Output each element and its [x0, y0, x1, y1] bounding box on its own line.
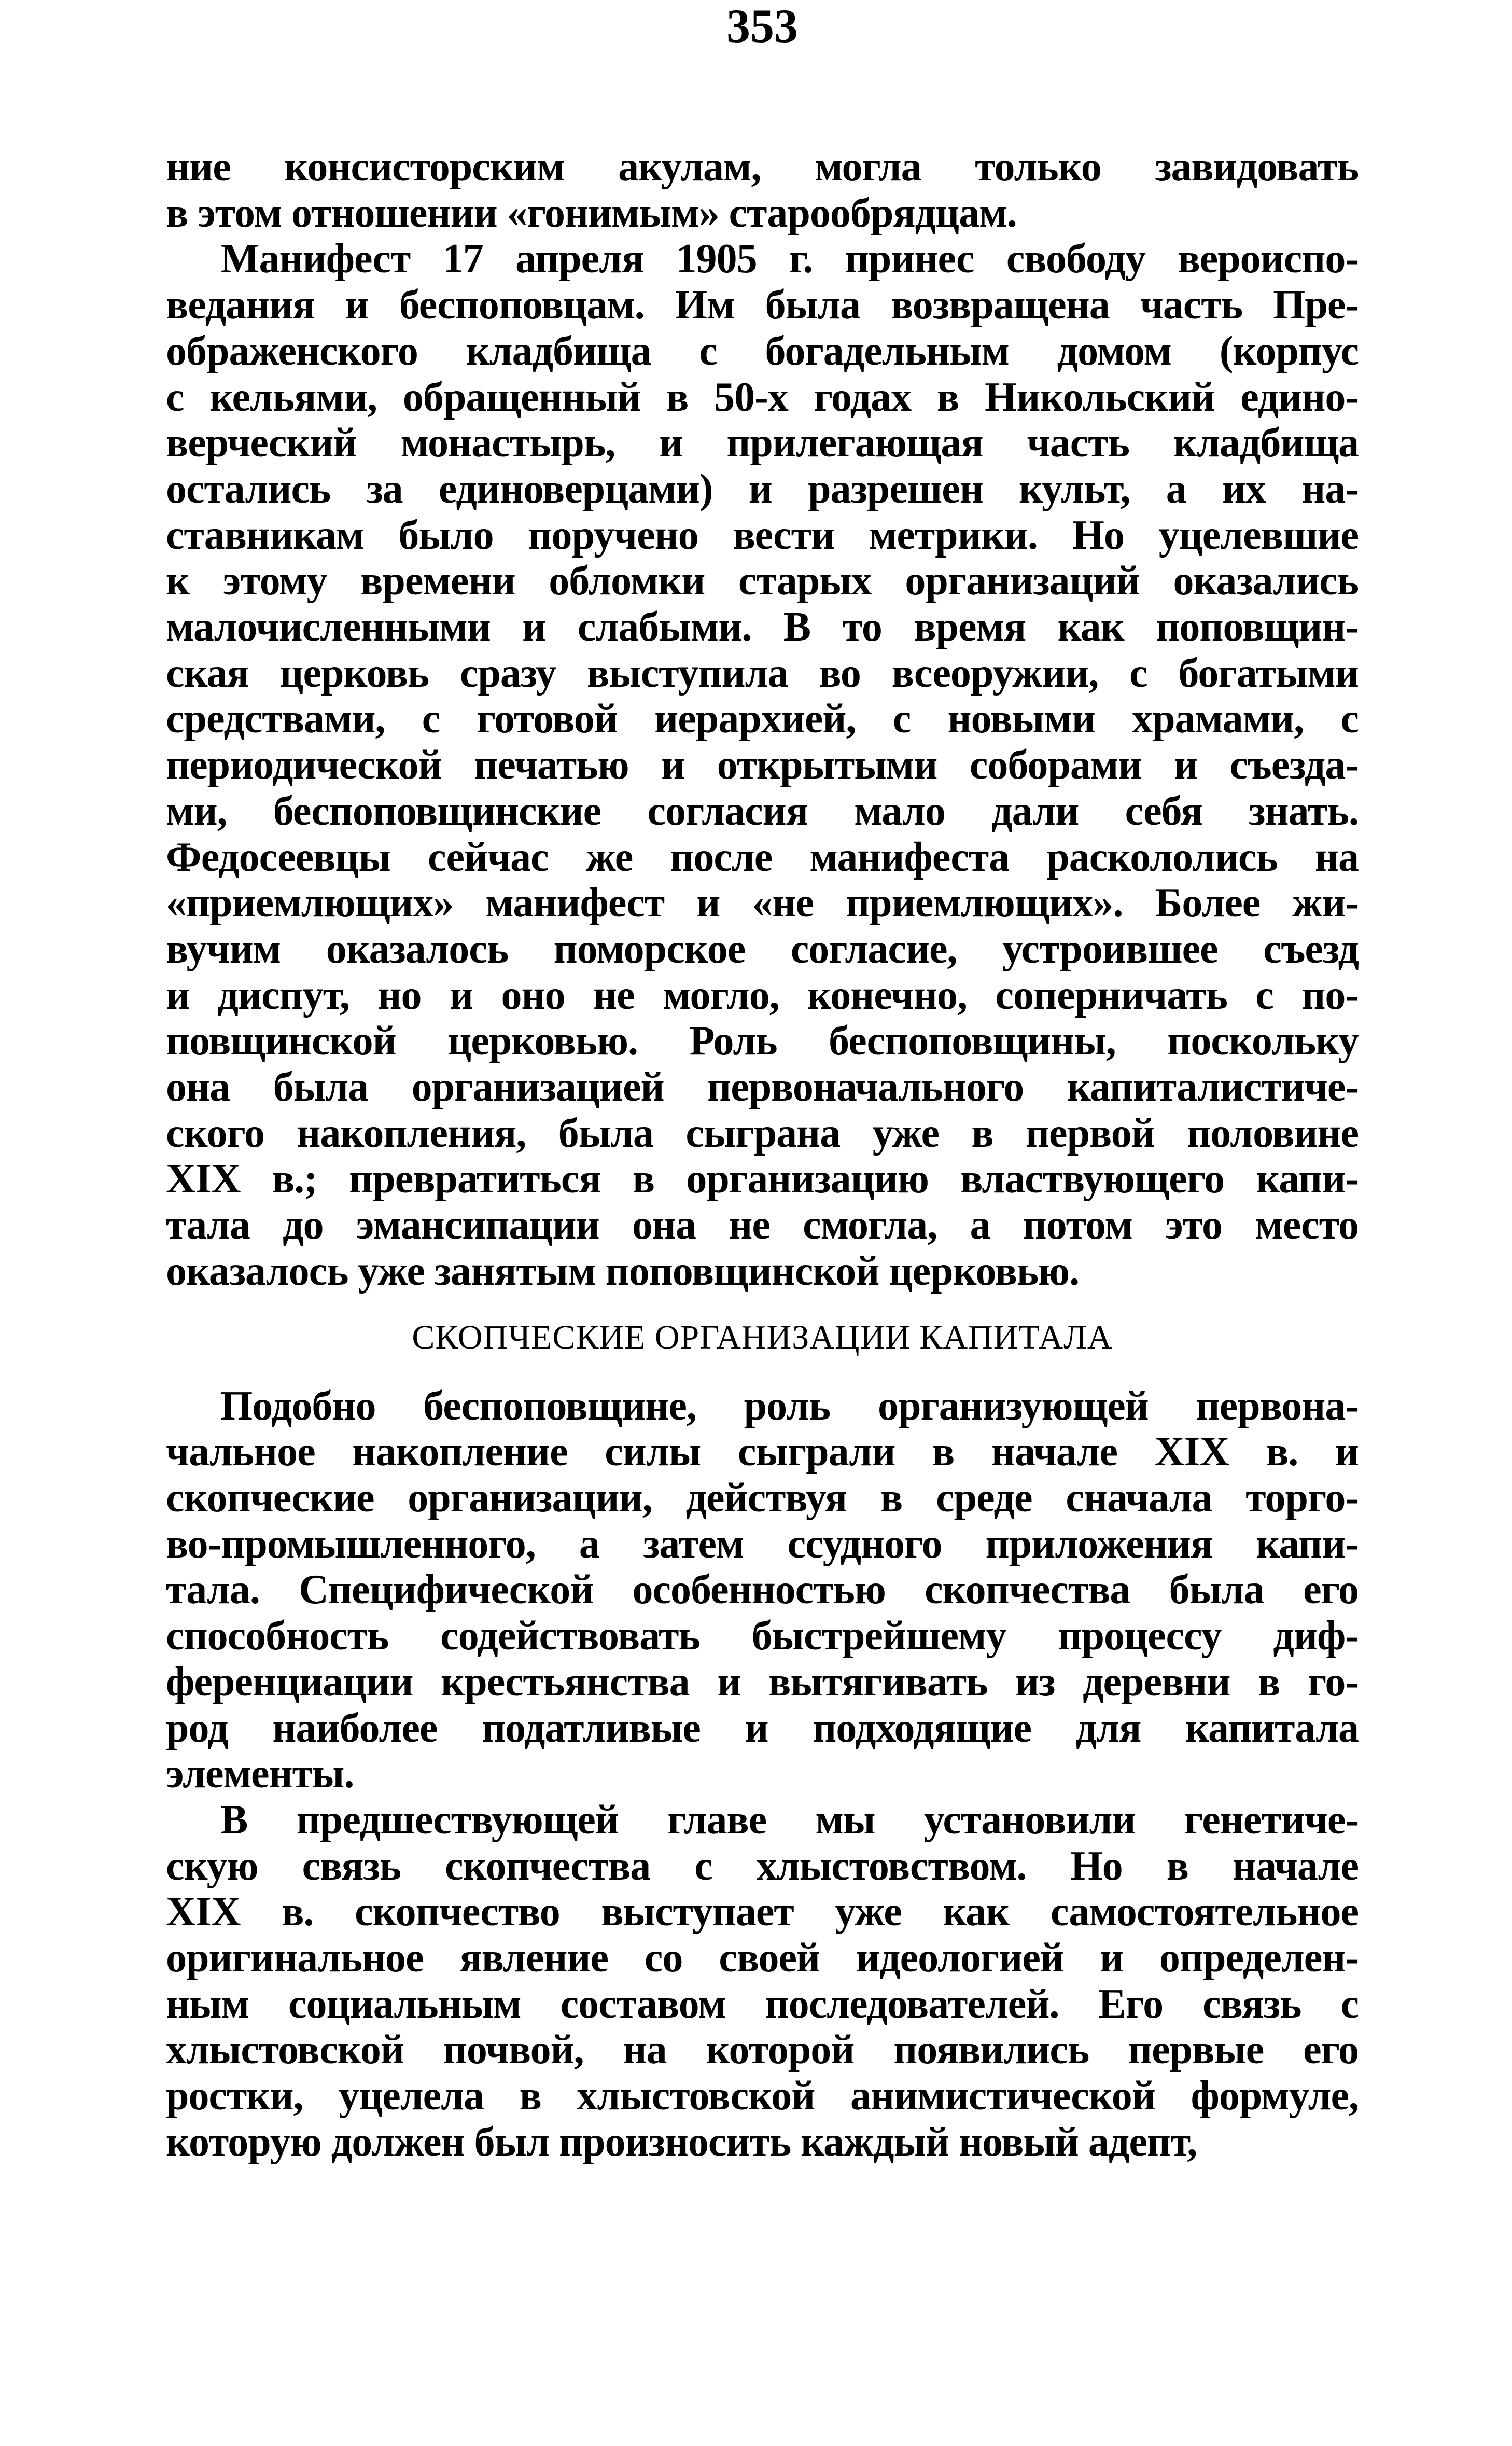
text-line-content: «приемлющих» манифест и «не приемлющих». Более жи-: [166, 880, 1359, 926]
text-line: [220, 1797, 1359, 1843]
text-line-content: тала до эмансипации она не смогла, а потом это место: [166, 1202, 1359, 1248]
text-line: [166, 2119, 1359, 2165]
text-line: [166, 788, 1359, 834]
text-line-content: чальное накопление силы сыграли в начале XIX в. и: [166, 1429, 1359, 1475]
text-line: [166, 190, 1359, 236]
text-line-content: средствами, с готовой иерархией, с новыми храмами, с: [166, 696, 1359, 742]
text-line-content: оригинальное явление со своей идеологией и определен-: [166, 1935, 1359, 1981]
text-line-content: скую связь скопчества с хлыстовством. Но в начале: [166, 1843, 1359, 1889]
text-line: [166, 1064, 1359, 1110]
text-line-content: ставникам было поручено вести метрики. Но уцелевшие: [166, 512, 1359, 558]
text-line: [166, 880, 1359, 926]
text-line: [166, 2027, 1359, 2073]
text-line: [166, 1018, 1359, 1064]
text-line: [166, 558, 1359, 604]
text-line-content: тала. Специфической особенностью скопчества была его: [166, 1567, 1359, 1613]
section-heading: СКОПЧЕСКИЕ ОРГАНИЗАЦИИ КАПИТАЛА: [412, 1318, 1113, 1356]
text-line: [220, 1383, 1359, 1429]
text-line-content: повщинской церковью. Роль беспоповщины, поскольку: [166, 1018, 1359, 1064]
text-line-content: остались за единоверцами) и разрешен культ, а их на-: [166, 466, 1359, 512]
text-line: [166, 926, 1359, 972]
text-line: [166, 1521, 1359, 1567]
text-line: [166, 512, 1359, 558]
text-line: [166, 420, 1359, 466]
text-line-content: скопческие организации, действуя в среде сначала торго-: [166, 1475, 1359, 1521]
page-number: 353: [726, 0, 798, 52]
text-line-content: ского накопления, была сыграна уже в первой половине: [166, 1110, 1359, 1156]
text-line: [166, 2073, 1359, 2119]
text-line: [166, 144, 1359, 190]
text-line-content: с кельями, обращенный в 50-х годах в Никольский едино-: [166, 374, 1359, 420]
text-line-content: способность содействовать быстрейшему процессу диф-: [166, 1613, 1359, 1659]
text-line-content: ференциации крестьянства и вытягивать из деревни в го-: [166, 1659, 1359, 1705]
text-line: [166, 1567, 1359, 1613]
text-line: [166, 650, 1359, 696]
text-line: [166, 466, 1359, 512]
text-line-content: Федосеевцы сейчас же после манифеста раскололись на: [166, 834, 1359, 880]
text-line-content: ми, беспоповщинские согласия мало дали себя знать.: [166, 788, 1359, 834]
text-line-content: хлыстовской почвой, на которой появились первые его: [166, 2027, 1359, 2073]
text-line-content: верческий монастырь, и прилегающая часть кладбища: [166, 420, 1359, 466]
text-line: [166, 1705, 1359, 1751]
text-line: [166, 1659, 1359, 1705]
text-line-content: ние консисторским акулам, могла только завидовать: [166, 144, 1359, 190]
text-line: [166, 696, 1359, 742]
text-line-content: периодической печатью и открытыми соборами и съезда-: [166, 742, 1359, 788]
text-line: [166, 604, 1359, 650]
text-line-content: к этому времени обломки старых организаций оказались: [166, 558, 1359, 604]
text-line-content: В предшествующей главе мы установили генетиче-: [220, 1797, 1359, 1843]
text-line: [166, 1613, 1359, 1659]
text-line-content: она была организацией первоначального капиталистиче-: [166, 1064, 1359, 1110]
text-line: [166, 1248, 1359, 1294]
text-line: [166, 1889, 1359, 1935]
text-line: [166, 1429, 1359, 1475]
text-line-content: Манифест 17 апреля 1905 г. принес свободу вероиспо-: [220, 236, 1359, 282]
text-line-content: которую должен был произносить каждый новый адепт,: [166, 2119, 1197, 2165]
text-line: [166, 1475, 1359, 1521]
text-line-content: ображенского кладбища с богадельным домом (корпус: [166, 328, 1359, 374]
text-line-content: во-промышленного, а затем ссудного приложения капи-: [166, 1521, 1359, 1567]
text-line: [166, 835, 1359, 880]
text-line-content: и диспут, но и оно не могло, конечно, соперничать с по-: [166, 972, 1359, 1018]
text-line-content: Подобно беспоповщине, роль организующей первона-: [220, 1383, 1359, 1429]
text-line: [166, 1156, 1359, 1202]
text-line-content: вучим оказалось поморское согласие, устроившее съезд: [166, 926, 1359, 972]
text-line: [166, 972, 1359, 1018]
text-line-content: оказалось уже занятым поповщинской церковью.: [166, 1248, 1080, 1294]
text-line-content: ростки, уцелела в хлыстовской анимистической формуле,: [166, 2073, 1359, 2119]
text-line-content: ным социальным составом последователей. Его связь с: [166, 1981, 1359, 2027]
text-line: [166, 328, 1359, 374]
text-line: [166, 1751, 1359, 1797]
text-line-content: ведания и беспоповцам. Им была возвращена часть Пре-: [166, 282, 1359, 328]
text-line-content: в этом отношении «гонимым» старообрядцам.: [166, 190, 1017, 236]
text-line: [166, 1843, 1359, 1889]
text-line: [166, 374, 1359, 420]
text-line-content: род наиболее податливые и подходящие для капитала: [166, 1705, 1359, 1751]
text-line: [166, 742, 1359, 788]
text-line-content: XIX в. скопчество выступает уже как самостоятельное: [166, 1889, 1359, 1935]
text-line: [166, 1110, 1359, 1156]
text-line: [166, 1935, 1359, 1981]
text-line: [220, 236, 1359, 282]
text-line: [166, 1202, 1359, 1248]
text-line: [166, 282, 1359, 328]
text-line-content: XIX в.; превратиться в организацию властвующего капи-: [166, 1156, 1359, 1202]
text-line: [166, 1981, 1359, 2027]
text-line-content: ская церковь сразу выступила во всеоружии, с богатыми: [166, 650, 1359, 696]
text-line-content: малочисленными и слабыми. В то время как поповщин-: [166, 604, 1359, 650]
text-line-content: элементы.: [166, 1751, 354, 1797]
